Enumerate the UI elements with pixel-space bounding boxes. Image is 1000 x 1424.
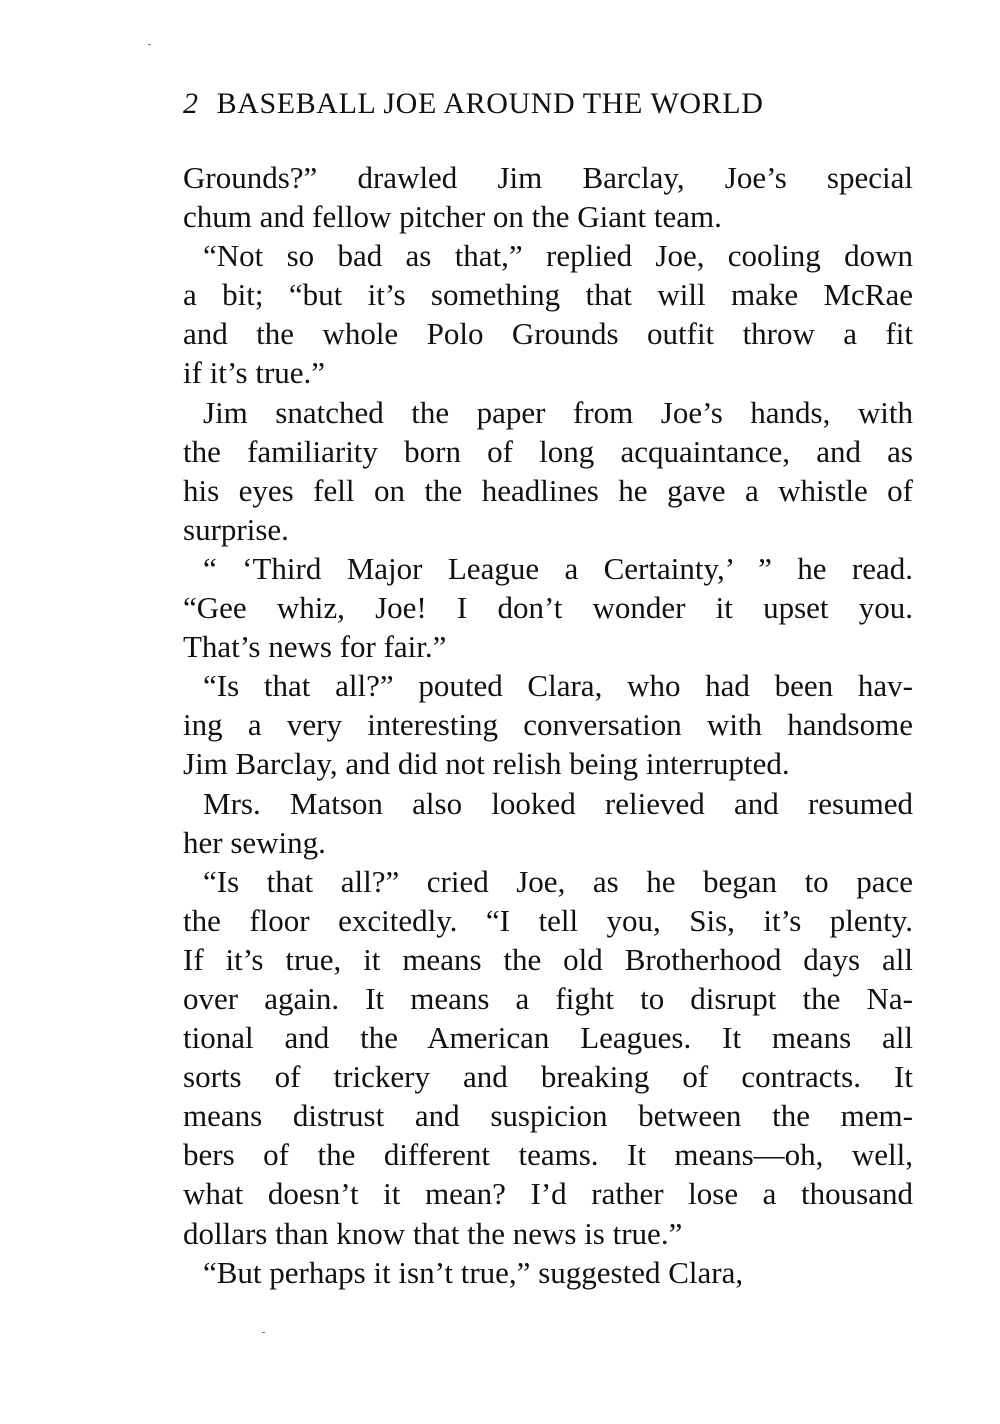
page-number: 2 (183, 87, 199, 120)
text-line: the floor excitedly. “I tell you, Sis, it’s plenty. (183, 902, 913, 938)
scan-speck (262, 1332, 265, 1333)
scan-speck (148, 44, 151, 45)
paragraph (183, 1253, 913, 1292)
text-line: the familiarity born of long acquaintance, and as (183, 433, 913, 469)
text-line: what doesn’t it mean? I’d rather lose a thousand (183, 1176, 913, 1212)
text-line: his eyes fell on the headlines he gave a whistle of (183, 472, 913, 508)
body-text (183, 158, 913, 1292)
text-line: “Not so bad as that,” replied Joe, cooling down (203, 238, 913, 274)
text-line: means distrust and suspicion between the mem- (183, 1098, 913, 1134)
paragraph (183, 158, 913, 236)
text-line: chum and fellow pitcher on the Giant team. (183, 199, 722, 235)
text-line: sorts of trickery and breaking of contracts. It (183, 1059, 913, 1095)
text-line: over again. It means a fight to disrupt the Na- (183, 980, 913, 1016)
text-line: “Is that all?” cried Joe, as he began to pace (203, 863, 913, 899)
text-line: Grounds?” drawled Jim Barclay, Joe’s special (183, 160, 913, 195)
text-line: a bit; “but it’s something that will make McRae (183, 277, 913, 313)
text-line: Mrs. Matson also looked relieved and resumed (203, 785, 913, 821)
text-line: dollars than know that the news is true.” (183, 1215, 683, 1251)
text-line: “Gee whiz, Joe! I don’t wonder it upset you. (183, 590, 913, 626)
text-line: “Is that all?” pouted Clara, who had been hav- (203, 668, 913, 704)
paragraph (183, 393, 913, 549)
text-line: tional and the American Leagues. It means all (183, 1020, 913, 1056)
paragraph (183, 784, 913, 862)
text-line: Jim Barclay, and did not relish being interrupted. (183, 746, 790, 782)
text-line: Jim snatched the paper from Joe’s hands, with (203, 394, 913, 430)
text-line: surprise. (183, 511, 289, 547)
text-line: “ ‘Third Major League a Certainty,’ ” he read. (203, 550, 913, 586)
text-line: and the whole Polo Grounds outfit throw a fit (183, 316, 913, 352)
paragraph (183, 666, 913, 783)
running-header (183, 84, 913, 124)
text-line: If it’s true, it means the old Brotherhood days all (183, 941, 913, 977)
paragraph (183, 549, 913, 666)
paragraph (183, 236, 913, 392)
text-line: That’s news for fair.” (183, 629, 447, 665)
text-line: “But perhaps it isn’t true,” suggested Clara, (203, 1254, 744, 1290)
paragraph (183, 862, 913, 1253)
text-line: if it’s true.” (183, 355, 326, 391)
running-title: BASEBALL JOE AROUND THE WORLD (216, 87, 764, 120)
text-line: ing a very interesting conversation with handsome (183, 707, 913, 743)
text-line: her sewing. (183, 824, 326, 860)
text-line: bers of the different teams. It means—oh, well, (183, 1137, 913, 1173)
